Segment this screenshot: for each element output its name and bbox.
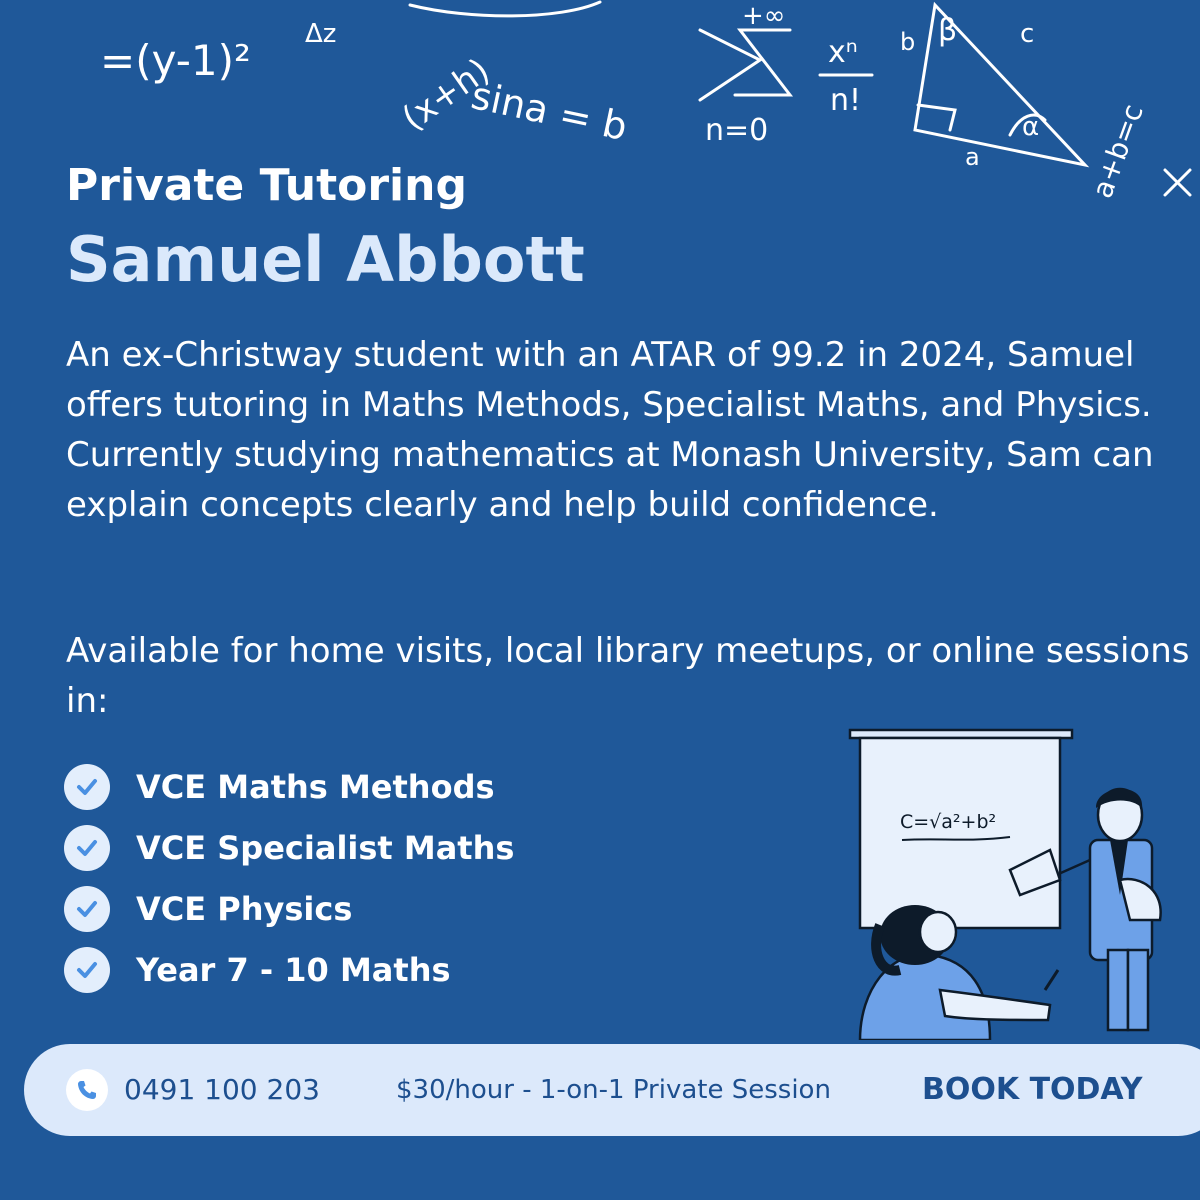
book-today-button[interactable]: BOOK TODAY [922,1072,1143,1107]
doodle-eq6: xⁿ [828,35,858,70]
doodle-eq9: a+b=c [1085,99,1150,203]
doodle-eq4: sina = b [467,73,632,150]
x-mark [1165,170,1190,195]
doodle-var-alpha: α [1022,112,1040,142]
board-formula: C=√a²+b² [900,811,997,833]
sigma-icon [735,30,790,95]
tutoring-illustration [820,720,1200,1040]
doodle-var-b: b [900,28,916,56]
contact-bar [24,1044,1200,1136]
phone-icon [66,1069,108,1111]
phone-number[interactable]: 0491 100 203 [124,1073,320,1106]
doodle-eq3: (x+h) [395,50,498,139]
subject-label: VCE Physics [136,889,353,928]
page-kicker: Private Tutoring [66,160,467,211]
doodle-arc [410,2,600,16]
doodle-eq7: n! [830,83,862,118]
availability-text: Available for home visits, local library meetups, or online sessions in: [66,631,1190,721]
check-circle-icon [64,886,110,932]
doodle-var-beta: β [938,13,958,48]
right-angle-mark [918,105,955,130]
whiteboard-icon [850,730,1072,928]
list-item [64,878,514,939]
price-text: $30/hour - 1-on-1 Private Session [396,1075,831,1105]
subject-label: VCE Maths Methods [136,767,495,806]
doodle-eq8: +∞ [742,1,786,31]
check-circle-icon [64,947,110,993]
check-circle-icon [64,764,110,810]
subject-label: Year 7 - 10 Maths [136,950,451,989]
doodle-var-c: c [1020,19,1035,49]
doodle-eq1: =(y-1)² [100,36,251,85]
doodle-var-a: a [965,143,980,171]
header [66,158,585,298]
doodle-eq5: n=0 [705,113,769,148]
tutor-description: An ex-Christway student with an ATAR of 99.2 in 2024, Samuel offers tutoring in Maths Methods, Specialist Maths, and Physics. Currently studying mathematics at Monash University, Sam can explain concepts clearly and help build confidence. [66,335,1154,525]
subject-list [64,756,514,1000]
list-item [64,939,514,1000]
tutor-name: Samuel Abbott [66,223,585,296]
subject-label: VCE Specialist Maths [136,828,515,867]
list-item [64,756,514,817]
doodle-sigma-hint [700,30,760,100]
doodle-eq2: Δz [305,19,337,49]
check-circle-icon [64,825,110,871]
list-item [64,817,514,878]
